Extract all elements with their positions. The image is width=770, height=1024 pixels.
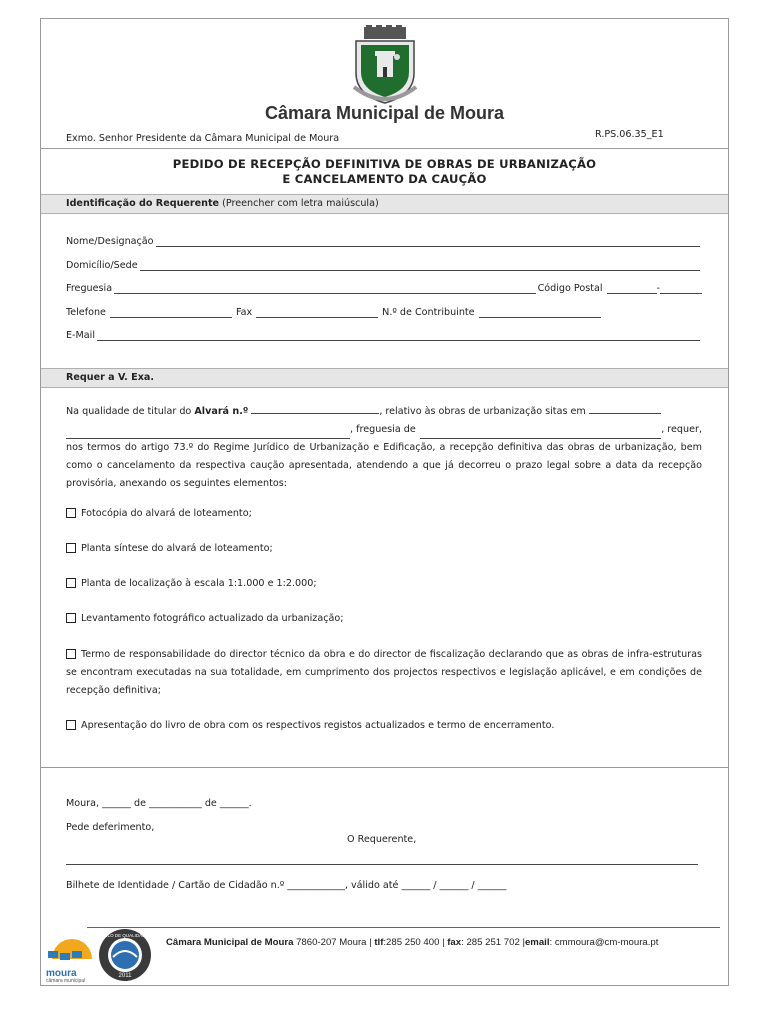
domicile-field[interactable] <box>66 257 702 271</box>
taxpayer-input-line[interactable] <box>479 307 601 318</box>
seal-year: 2011 <box>118 973 132 979</box>
requester-label: O Requerente, <box>347 834 417 845</box>
checkbox[interactable] <box>66 613 76 623</box>
checkbox[interactable] <box>66 543 76 553</box>
request-text-3: , freguesia de <box>350 424 416 435</box>
footer-address: 7860-207 Moura | <box>293 937 375 948</box>
request-body: nos termos do artigo 73.º do Regime Jurídico de Urbanização e Edificação, a recepção definitiva das obras de urbanização, bem como o cancelamento da respectiva caução apresentada, atendendo a que já decorreu o prazo legal sobre a data da recepção provisória, anexando os seguintes elementos: <box>66 442 702 489</box>
footer-tlf-label: tlf <box>374 937 384 948</box>
checklist-item[interactable] <box>66 575 702 593</box>
header-divider <box>41 148 728 149</box>
fax-input-line[interactable] <box>256 307 378 318</box>
email-label: E-Mail <box>66 330 96 341</box>
identification-section-header <box>41 194 728 214</box>
signature-divider <box>41 767 728 768</box>
parish-field[interactable]: Freguesia Código Postal - <box>66 280 702 294</box>
request-text-2: , relativo às obras de urbanização sitas em <box>379 406 586 417</box>
checklist-item[interactable] <box>66 505 702 523</box>
email-field[interactable] <box>66 327 702 341</box>
checklist-item[interactable] <box>66 610 702 628</box>
identification-title: Identificação do Requerente <box>66 198 220 209</box>
footer-email-label: email <box>524 937 550 948</box>
domicile-input-line[interactable] <box>140 260 700 271</box>
form-page <box>40 18 729 986</box>
location-input-cont[interactable] <box>66 428 350 439</box>
request-section-header <box>41 368 728 388</box>
permit-number-input[interactable] <box>251 403 379 414</box>
org-title: Câmara Municipal de Moura <box>264 103 505 123</box>
checkbox[interactable] <box>66 649 76 659</box>
id-line[interactable]: Bilhete de Identidade / Cartão de Cidadão n.º ____________, válido até ______ / ______ / ______ <box>66 880 507 891</box>
footer-divider <box>87 927 720 928</box>
checklist-item[interactable] <box>66 540 702 558</box>
sun-logo-icon <box>46 929 98 965</box>
permit-number-label: Alvará n.º <box>194 406 249 417</box>
taxpayer-label: N.º de Contribuinte <box>382 307 475 318</box>
postal-code-input-1[interactable] <box>607 283 657 294</box>
footer-contact <box>166 937 658 948</box>
name-label: Nome/Designação <box>66 236 154 247</box>
checkbox[interactable] <box>66 578 76 588</box>
phone-fax-taxpayer-row <box>66 304 601 318</box>
domicile-label: Domicílio/Sede <box>66 260 138 271</box>
checklist-label: Planta síntese do alvará de loteamento; <box>81 543 273 554</box>
footer-fax-label: fax <box>447 937 462 948</box>
checklist-label: Planta de localização à escala 1:1.000 e 1:2.000; <box>81 578 317 589</box>
phone-label: Telefone <box>66 307 106 318</box>
municipal-crest-icon <box>352 25 418 107</box>
checkbox[interactable] <box>66 508 76 518</box>
footer-tlf: :285 250 400 | <box>383 937 448 948</box>
logo-subtext: câmara municipal <box>46 978 86 984</box>
footer-email[interactable]: : cmmoura@cm-moura.pt <box>549 937 659 948</box>
checklist-item[interactable] <box>66 717 702 735</box>
quality-seal-icon <box>97 927 153 983</box>
date-line[interactable]: Moura, ______ de ___________ de ______. <box>66 798 252 809</box>
request-paragraph <box>66 403 702 493</box>
request-text-1: Na qualidade de titular do <box>66 406 192 417</box>
moura-logo <box>46 929 98 984</box>
form-code: R.PS.06.35_E1 <box>595 129 664 140</box>
email-input-line[interactable] <box>97 330 700 341</box>
name-field[interactable] <box>66 233 702 247</box>
checklist-label: Levantamento fotográfico actualizado da urbanização; <box>81 613 344 624</box>
fax-label: Fax <box>235 307 253 318</box>
checklist-label: Apresentação do livro de obra com os respectivos registos actualizados e termo de encerramento. <box>81 720 555 731</box>
location-input[interactable] <box>589 403 661 414</box>
logo-text: moura <box>46 968 77 979</box>
request-title: Requer a V. Exa. <box>66 372 155 383</box>
checkbox[interactable] <box>66 720 76 730</box>
checklist-label: Termo de responsabilidade do director técnico da obra e do director de fiscalização declarando que as obras de infra-estruturas se encontram executadas na sua totalidade, em cumprimento dos projectos respectivos e legislação aplicável, e em condições de recepção definitiva; <box>66 649 702 696</box>
seal-text: SELO DE QUALIDADE <box>101 933 149 938</box>
footer-fax: : 285 251 702 | <box>461 937 525 948</box>
parish-label: Freguesia <box>66 283 113 294</box>
name-input-line[interactable] <box>156 236 700 247</box>
signature-line[interactable] <box>66 864 698 865</box>
addressee: Exmo. Senhor Presidente da Câmara Municipal de Moura <box>66 133 340 144</box>
postal-code-input-2[interactable] <box>660 283 702 294</box>
checklist-label: Fotocópia do alvará de loteamento; <box>81 508 252 519</box>
footer-org: Câmara Municipal de Moura <box>166 937 294 948</box>
phone-input-line[interactable] <box>110 307 232 318</box>
request-text-4: , requer, <box>661 424 702 435</box>
checklist-item[interactable] <box>66 646 702 700</box>
parish-input-line[interactable] <box>114 283 536 294</box>
deferment-text: Pede deferimento, <box>66 822 155 833</box>
postal-code-label: Código Postal <box>537 283 603 294</box>
form-title-line2: E CANCELAMENTO DA CAUÇÃO <box>282 172 487 186</box>
form-title-line1: PEDIDO DE RECEPÇÃO DEFINITIVA DE OBRAS DE URBANIZAÇÃO <box>172 157 597 171</box>
parish-request-input[interactable] <box>420 428 661 439</box>
identification-note: (Preencher com letra maiúscula) <box>222 198 379 209</box>
